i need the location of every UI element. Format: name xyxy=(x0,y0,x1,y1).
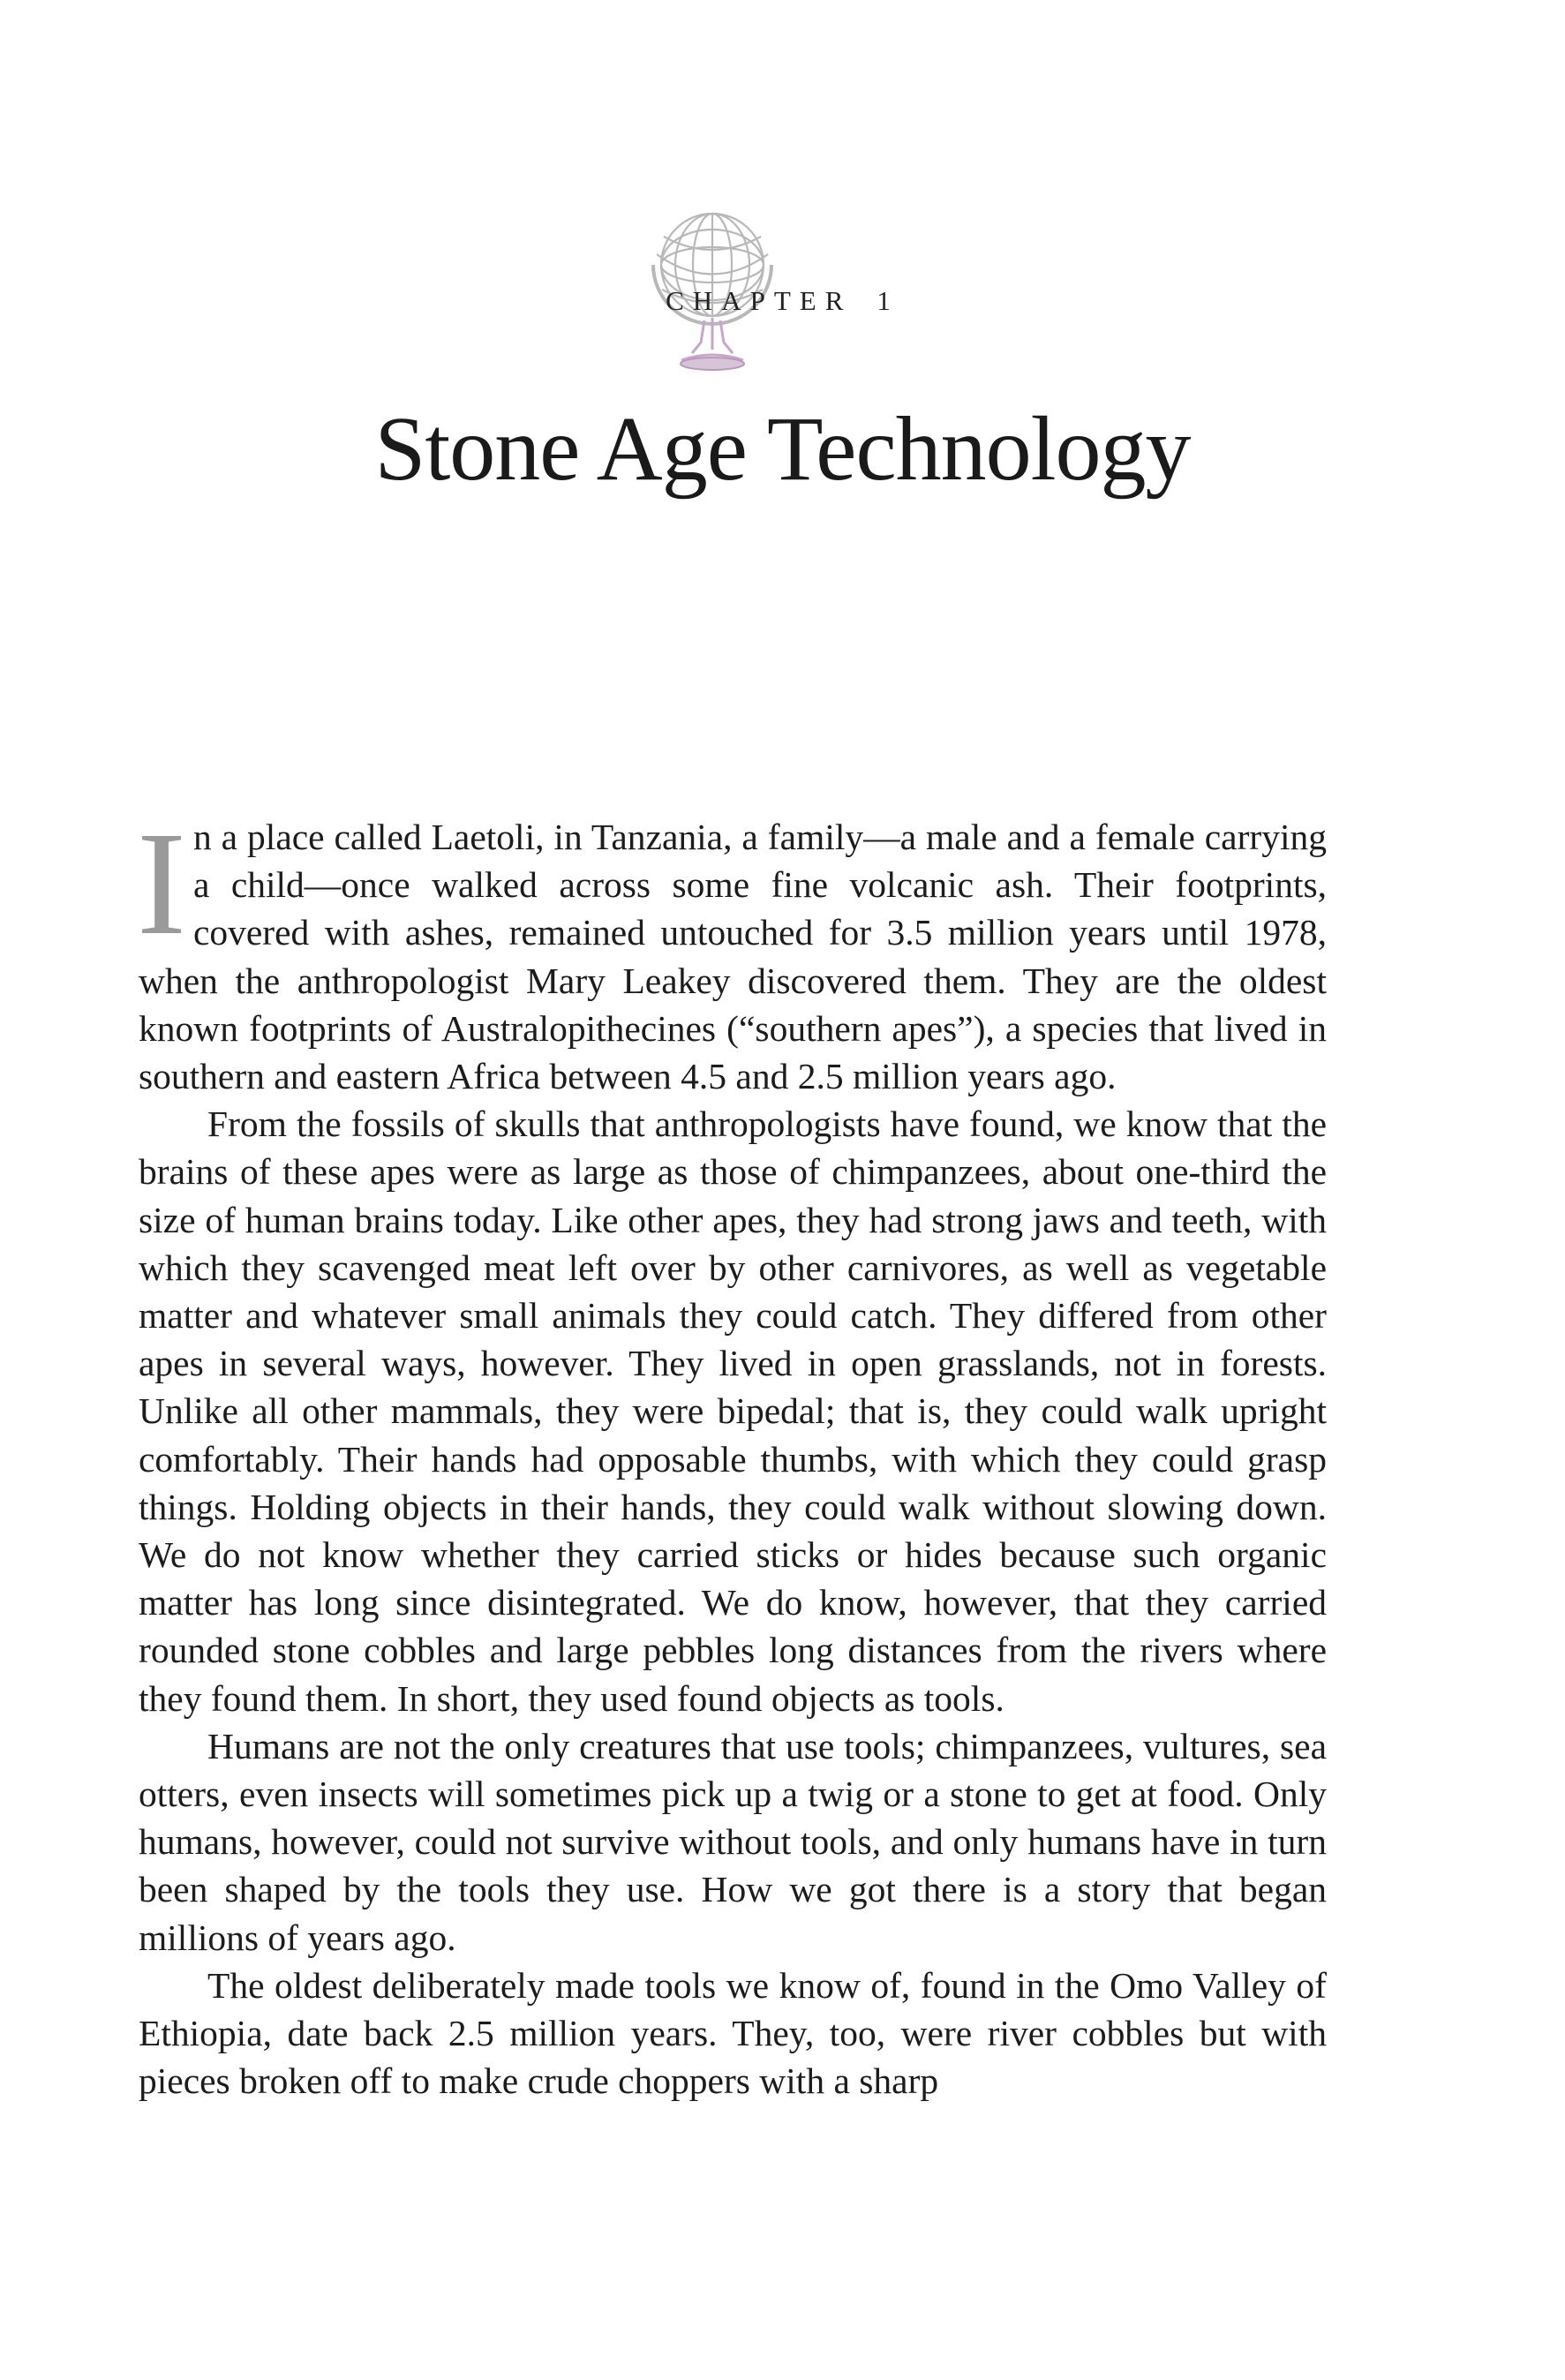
body-text xyxy=(137,802,1327,2105)
chapter-label-text: CHAPTER xyxy=(666,285,853,316)
paragraph-1 xyxy=(137,802,1327,1100)
chapter-label xyxy=(0,285,1565,317)
paragraph-4: The oldest deliberately made tools we know of, found in the Omo Valley of Ethiopia, date back 2.5 million years. They, too, were river cobbles but with pieces broken off to make crude choppers with a sharp xyxy=(139,1964,1327,2102)
chapter-number: 1 xyxy=(877,285,899,316)
paragraph-3: Humans are not the only creatures that use tools; chimpanzees, vultures, sea otters, even insects will sometimes pick up a twig or a stone to get at food. Only humans, however, could not survive without tools, and only humans have in turn been shaped by the tools they use. How we got there is a story that began millions of years ago. xyxy=(139,1725,1327,1958)
paragraph-1-text: n a place called Laetoli, in Tanzania, a family—a male and a female carrying a child—once walked across some fine volcanic ash. Their footprints, covered with ashes, remained untouched for 3.5 million years until 1978, when the anthropologist Mary Leakey discovered them. They are the oldest known footprints of Australopithecines (“southern apes”), a species that lived in southern and eastern Africa between 4.5 and 2.5 million years ago. xyxy=(139,817,1327,1097)
chapter-title: Stone Age Technology xyxy=(374,398,1191,500)
drop-cap: I xyxy=(137,802,186,966)
paragraph-2: From the fossils of skulls that anthropologists have found, we know that the brains of these apes were as large as those of chimpanzees, about one-third the size of human brains today. Like other apes, they had strong jaws and teeth, with which they scavenged meat left over by other carnivores, as well as vegetable matter and whatever small animals they could catch. They differed from other apes in several ways, however. They lived in open grasslands, not in forests. Unlike all other mammals, they were bipedal; that is, they could walk upright comfortably. Their hands had opposable thumbs, with which they could grasp things. Holding objects in their hands, they could walk without slowing down. We do not know whether they carried sticks or hides because such organic matter has long since disintegrated. We do know, however, that they carried rounded stone cobbles and large pebbles long distances from the rivers where they found them. In short, they used found objects as tools. xyxy=(139,1103,1327,1719)
